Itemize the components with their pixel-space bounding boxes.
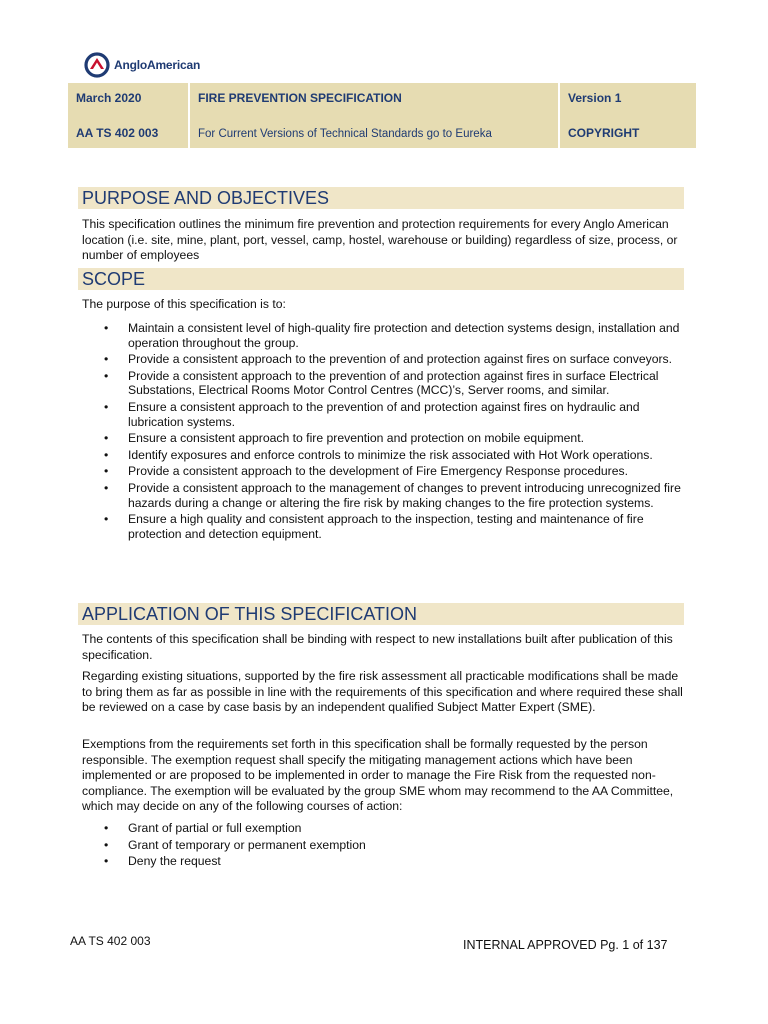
application-para-2: Regarding existing situations, supported by the fire risk assessment all practicable modifications shall be made to bring them as far as possible in line with the requirements of this specification and where required these shall be reviewed on a case by case basis by an independent qualified Subject Matter Expert (SME). <box>82 669 683 714</box>
header-doc-id: AA TS 402 003 <box>76 126 159 140</box>
list-item: • Ensure a consistent approach to fire prevention and protection on mobile equipment. <box>82 431 682 446</box>
section-heading-application: APPLICATION OF THIS SPECIFICATION <box>78 603 684 625</box>
list-item: • Ensure a high quality and consistent approach to the inspection, testing and maintenance of fire protection and detection equipment. <box>82 512 682 541</box>
list-item: • Deny the request <box>82 854 682 869</box>
list-item: • Provide a consistent approach to the prevention of and protection against fires on surface conveyors. <box>82 352 682 367</box>
purpose-text: This specification outlines the minimum fire prevention and protection requirements for every Anglo American location (i.e. site, mine, plant, port, vessel, camp, hostel, warehouse or building) regardless of size, process, or number of employees <box>82 217 678 262</box>
brand-name: AngloAmerican <box>114 58 201 72</box>
section-heading-scope: SCOPE <box>78 268 684 290</box>
header-cell-version <box>560 83 696 148</box>
list-item: • Provide a consistent approach to the prevention of and protection against fires in surface Electrical Substations, Electrical Rooms Motor Control Centres (MCC)’s, Server rooms, and similar. <box>82 369 682 398</box>
list-item: • Grant of partial or full exemption <box>82 821 682 836</box>
list-item: • Maintain a consistent level of high-quality fire protection and detection systems design, installation and operation throughout the group. <box>82 321 682 350</box>
list-item: • Identify exposures and enforce controls to minimize the risk associated with Hot Work operations. <box>82 448 682 463</box>
scope-intro: The purpose of this specification is to: <box>82 297 286 311</box>
header-copyright: COPYRIGHT <box>568 126 640 140</box>
exemption-options-list <box>82 821 682 871</box>
footer-status: INTERNAL APPROVED Pg. 1 of 137 <box>463 938 668 952</box>
application-para-3: Exemptions from the requirements set forth in this specification shall be formally requested by the person responsible. The exemption request shall specify the mitigating management actions which have been implemented or are proposed to be implemented in order to manage the Fire Risk from the requested non-compliance. The exemption will be evaluated by the group SME whom may recommend to the AA Committee, which may decide on any of the following courses of action: <box>82 737 674 813</box>
header-version: Version 1 <box>568 91 622 105</box>
list-item: • Grant of temporary or permanent exemption <box>82 838 682 853</box>
header-doc-title: FIRE PREVENTION SPECIFICATION <box>198 91 402 105</box>
company-logo <box>84 52 200 78</box>
section-heading-purpose: PURPOSE AND OBJECTIVES <box>78 187 684 209</box>
header-note: For Current Versions of Technical Standards go to Eureka <box>198 128 492 140</box>
header-date: March 2020 <box>76 91 142 105</box>
list-item: • Provide a consistent approach to the management of changes to prevent introducing unrecognized fire hazards during a change or altering the fire risk by making changes to the fire protection systems. <box>82 481 682 510</box>
header-cell-date <box>68 83 190 148</box>
anglo-american-logo-icon <box>84 52 110 78</box>
scope-list <box>82 321 682 543</box>
header-cell-title <box>190 83 560 148</box>
footer-doc-id: AA TS 402 003 <box>70 934 151 948</box>
list-item: • Provide a consistent approach to the development of Fire Emergency Response procedures. <box>82 464 682 479</box>
document-header-table <box>68 83 696 148</box>
application-para-1: The contents of this specification shall be binding with respect to new installations built after publication of this specification. <box>82 632 673 662</box>
list-item: • Ensure a consistent approach to the prevention of and protection against fires on hydraulic and lubrication systems. <box>82 400 682 429</box>
